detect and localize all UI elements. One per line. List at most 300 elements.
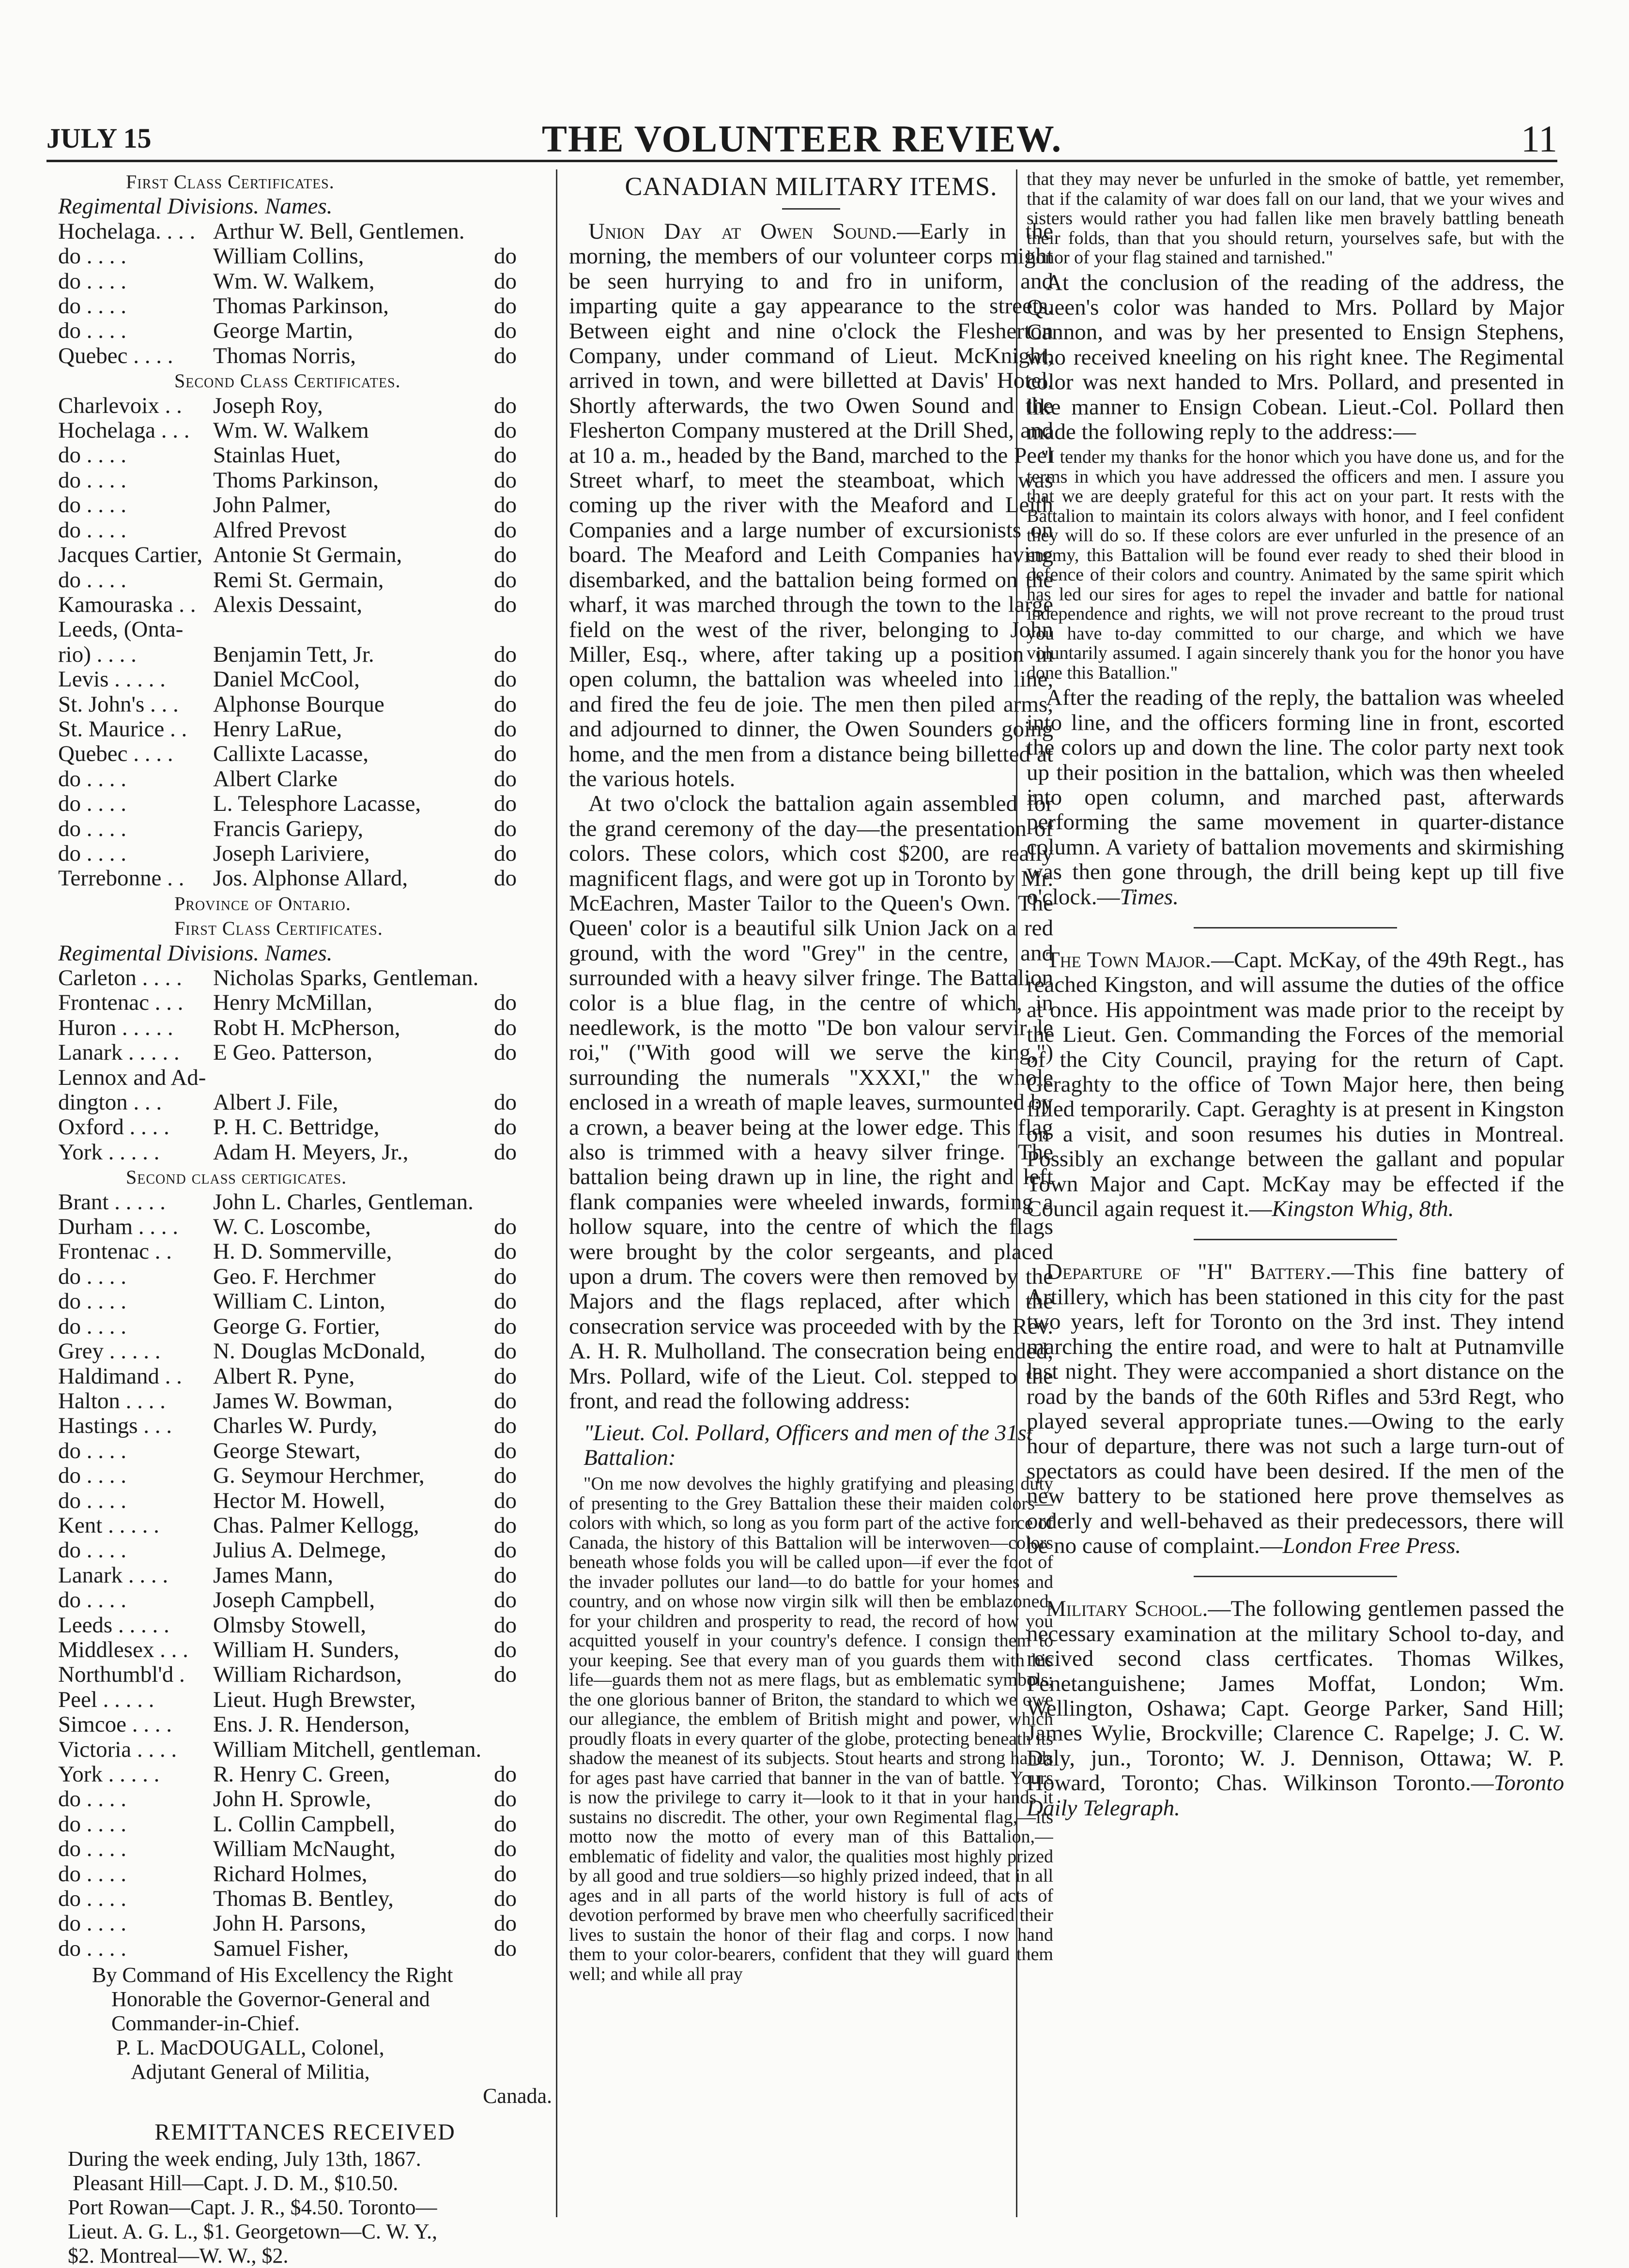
ditto-mark: do [494,268,517,294]
ditto-mark: do [494,816,517,841]
candidate-name: James W. Bowman, [213,1388,393,1414]
ditto-mark: do [494,691,517,717]
certificate-row [58,1662,552,1687]
regiment-division: do . . . . [58,1587,126,1613]
header-date: JULY 15 [46,122,152,154]
regiment-division: Haldimand . . [58,1363,182,1389]
candidate-name [213,1066,494,1090]
certificate-row [58,817,552,841]
certificate-row [58,1513,552,1538]
ditto-mark: do [494,641,517,667]
certificate-row [58,667,552,692]
ditto-mark: do [494,1861,517,1887]
regiment-division: Kamouraska . . [58,592,196,617]
candidate-name: James Mann, [213,1562,334,1588]
certificate-row [58,543,552,567]
command-line: Honorable the Governor-General and [111,1987,430,2011]
candidate-name: Julius A. Delmege, [213,1537,386,1563]
certificate-row [58,1737,552,1762]
column-rule-1 [556,169,557,2217]
departure-lead: Departure of "H" Battery. [1046,1259,1332,1285]
regiment-division: do . . . . [58,1836,126,1862]
certificate-row [58,1588,552,1613]
ditto-mark: do [494,1512,517,1538]
regiment-division: Quebec . . . . [58,741,173,767]
regiment-division: do . . . . [58,442,126,468]
candidate-name: Callixte Lacasse, [213,741,369,767]
union-day-lead: Union Day at Owen Sound. [588,219,897,244]
regiment-division: do . . . . [58,1289,126,1314]
ditto-mark: do [494,866,517,891]
candidate-name: G. Seymour Herchmer, [213,1463,425,1489]
regiment-division: do . . . . [58,1537,126,1563]
certificate-row [58,717,552,742]
ditto-mark: do [494,1363,517,1389]
regiment-division: Durham . . . . [58,1214,179,1240]
candidate-name: Albert R. Pyne, [213,1363,355,1389]
candidate-name: Henry LaRue, [213,716,342,742]
ditto-mark: do [494,418,517,443]
command-signature [58,1963,552,2108]
ditto-mark: do [494,791,517,817]
candidate-name: John L. Charles, Gentleman. [213,1189,474,1215]
certificate-row [58,1911,552,1936]
candidate-name: William Richardson, [213,1662,402,1688]
town-major-lead: The Town Major. [1046,947,1212,973]
ditto-mark: do [494,1289,517,1314]
regiment-division: Middlesex . . . [58,1637,188,1662]
candidate-name: L. Collin Campbell, [213,1811,395,1837]
candidate-name: Hector M. Howell, [213,1488,385,1513]
candidate-name: John H. Parsons, [213,1911,366,1936]
town-major-text: —Capt. McKay, of the 49th Regt., has reached Kingston, and will assume the duties of the office at once. His appointment was made prior to the receipt by the Lieut. Gen. Commanding the Forces of the memorial of the City Council, praying for the return of Capt. Geraghty to the office of Town Major here, then being filled temporarily. Capt. Geraghty is at present in Kingston on a visit, and soon resumes his duties in Montreal. Possibly an exchange between the gallant and popular Town Major and Capt. McKay may be effected if the Council again request it.— [1027,947,1564,1222]
regiment-division: do . . . . [58,816,126,841]
regiment-division: dington . . . [58,1090,162,1115]
quebec-second-class-list [58,394,552,891]
certificate-row [58,344,552,368]
header-rule [46,160,1557,162]
regiment-division: Frontenac . . . [58,990,184,1016]
ditto-mark: do [494,840,517,866]
certificate-row [58,1837,552,1861]
certificate-row [58,418,552,443]
regiment-division: York . . . . . [58,1762,160,1787]
candidate-name: Alfred Prevost [213,517,347,543]
candidate-name: Geo. F. Herchmer [213,1263,376,1289]
source-london-free-press: London Free Press. [1282,1533,1461,1558]
candidate-name: Joseph Campbell, [213,1587,375,1613]
ditto-mark [494,966,552,990]
remittance-line: Pleasant Hill—Capt. J. D. M., $10.50. [73,2171,399,2195]
regiment-division: do . . . . [58,318,126,344]
ditto-mark: do [494,1537,517,1563]
ditto-mark [494,617,552,642]
certificate-row [58,966,552,990]
military-school-text: —The following gentlemen passed the necessary examination at the military School to-day, and recived second class certficates. Thomas Wilkes, Penetanguishene; James Moffat, London; Wm. Wellington, Oshawa; Capt. George Parker, Sand Hill; James Wylie, Brockville; Clarence C. Rapelge; J. C. W. Daly, jun., Toronto; W. J. Dennison, Ottawa; W. P. Howard, Toronto; Chas. Wilkinson Toronto.— [1027,1596,1564,1796]
candidate-name: George G. Fortier, [213,1313,380,1339]
ditto-mark: do [494,244,517,269]
candidate-name: Adam H. Meyers, Jr., [213,1139,409,1165]
regiment-division: Terrebonne . . [58,866,184,891]
certificate-row [58,1887,552,1911]
command-line: P. L. MacDOUGALL, Colonel, [116,2036,384,2060]
command-line: By Command of His Excellency the Right [92,1963,453,1987]
candidate-name: Olmsby Stowell, [213,1612,366,1638]
regiment-division: do . . . . [58,1313,126,1339]
ditto-mark: do [494,1214,517,1240]
certificate-row [58,1862,552,1887]
candidate-name: Alexis Dessaint, [213,592,363,617]
ditto-mark: do [494,1886,517,1912]
military-school-lead: Military School. [1046,1596,1208,1622]
candidate-name: Antonie St Germain, [213,542,402,568]
article-section-title: CANADIAN MILITARY ITEMS. [625,172,998,201]
remittances-list [58,2147,552,2268]
candidate-name: Jos. Alphonse Allard, [213,866,408,891]
title-rule [782,208,840,210]
candidate-name: Joseph Lariviere, [213,840,370,866]
regiment-division: do . . . . [58,766,126,792]
remittance-line: Port Rowan—Capt. J. R., $4.50. Toronto— [68,2195,437,2220]
regiment-division: Hochelaga. . . . [58,218,196,244]
regiment-division: Leeds, (Onta- [58,617,184,642]
column-heading: Regimental Divisions. Names. [58,194,333,219]
regiment-division: do . . . . [58,791,126,817]
ditto-mark: do [494,467,517,493]
candidate-name: Richard Holmes, [213,1861,368,1887]
ditto-mark: do [494,1935,517,1961]
ditto-mark: do [494,1786,517,1812]
regiment-division: Peel . . . . . [58,1687,154,1712]
ditto-mark: do [494,1015,517,1040]
certificate-row [58,1040,552,1065]
certificate-row [58,568,552,593]
candidate-name: L. Telesphore Lacasse, [213,791,421,817]
candidate-name: William McNaught, [213,1836,396,1862]
ditto-mark [494,219,552,244]
certificate-row [58,1289,552,1314]
candidate-name: Thomas Norris, [213,343,356,368]
certificate-row [58,443,552,468]
certificate-row [58,1538,552,1563]
candidate-name: Charles W. Purdy, [213,1413,378,1439]
ditto-mark: do [494,318,517,344]
candidate-name: Remi St. Germain, [213,567,384,593]
regiment-division: Halton . . . . [58,1388,166,1414]
departure-paragraph [1027,1260,1564,1558]
ditto-mark: do [494,567,517,593]
ditto-mark [494,1737,552,1762]
departure-text: —This fine battery of Artillery, which has been stationed in this city for the past two years, left for Toronto on the 3rd inst. They intend marching the entire road, and were to halt at Putnamville last night. They were accompanied a short distance on the road by the bands of the 60th Rifles and 53rd Regt, who played several appropriate tunes.—Owing to the early hour of departure, there was not such a large turn-out of spectators as could have been desired. If the men of the new battery to be stationed here prove themselves as orderly and well-behaved as their predecessors, there will be no cause of complaint.— [1027,1259,1564,1558]
source-kingston-whig: Kingston Whig, 8th. [1272,1196,1454,1222]
regiment-division: do . . . . [58,567,126,593]
candidate-name: W. C. Loscombe, [213,1214,371,1240]
candidate-name: Joseph Roy, [213,393,323,418]
candidate-name: N. Douglas McDonald, [213,1339,426,1364]
candidate-name: Alphonse Bourque [213,691,384,717]
regiment-division: Huron . . . . . [58,1015,173,1040]
regiment-division: do . . . . [58,1786,126,1812]
section-heading: First Class Certificates. [126,171,335,193]
ditto-mark: do [494,1239,517,1264]
certificate-row [58,1414,552,1438]
certificate-row [58,1314,552,1339]
regiment-division: Carleton . . . . [58,965,182,990]
town-major-paragraph [1027,948,1564,1221]
regiment-division: do . . . . [58,244,126,269]
ontario-second-class-list [58,1190,552,1962]
ditto-mark: do [494,1040,517,1066]
section-heading: First Class Certificates. [174,917,383,940]
candidate-name: Thoms Parkinson, [213,467,379,493]
certificate-row [58,1936,552,1961]
regiment-division: Lanark . . . . . [58,1040,180,1066]
candidate-name: Stainlas Huet, [213,442,341,468]
command-line: Canada. [483,2084,552,2108]
certificate-row [58,1066,552,1090]
regiment-division: York . . . . . [58,1139,160,1165]
candidate-name: Thomas B. Bentley, [213,1886,394,1912]
regiment-division: Frontenac . . [58,1239,172,1264]
ditto-mark: do [494,1139,517,1165]
ditto-mark [494,1066,552,1090]
ditto-mark: do [494,1911,517,1936]
after-reply-text: After the reading of the reply, the battalion was wheeled into line, and the officers forming line in front, escorted the colors up and down the line. The color party next took up their position in the battalion, which was then wheeled into open column, and marched past, afterwards performing the same movement in quarter-distance column. A variety of battalion movements and skirmishing was then gone through, the drill being kept up till five o'clock.— [1027,685,1564,910]
certificate-row [58,1190,552,1215]
certificate-row [58,1638,552,1662]
candidate-name: Francis Gariepy, [213,816,364,841]
certificate-row [58,1613,552,1638]
candidate-name: Albert J. File, [213,1090,338,1115]
ditto-mark: do [494,1388,517,1414]
certificate-row [58,244,552,269]
regiment-division: do . . . . [58,1438,126,1463]
certificate-row [58,742,552,766]
page-number: 11 [1521,118,1557,160]
certificate-row [58,866,552,891]
remittance-line: During the week ending, July 13th, 1867. [68,2147,421,2171]
candidate-name: Robt H. McPherson, [213,1015,400,1040]
certificate-row [58,219,552,244]
ditto-mark: do [494,1562,517,1588]
regiment-division: rio) . . . . [58,641,137,667]
column-continued [1027,169,1564,1821]
article-separator [1194,927,1397,929]
certificate-row [58,1264,552,1289]
regiment-division: do . . . . [58,1861,126,1887]
certificate-row [58,1563,552,1588]
ditto-mark: do [494,1811,517,1837]
candidate-name: John Palmer, [213,492,331,518]
ditto-mark: do [494,990,517,1016]
ditto-mark: do [494,1836,517,1862]
certificate-row [58,468,552,493]
ditto-mark: do [494,492,517,518]
candidate-name: Henry McMillan, [213,990,372,1016]
ditto-mark: do [494,542,517,568]
candidate-name: E Geo. Patterson, [213,1040,372,1066]
candidate-name: William Mitchell, gentleman. [213,1736,482,1762]
certificate-row [58,269,552,294]
certificate-row [58,1688,552,1712]
certificate-row [58,1115,552,1140]
candidate-name: R. Henry C. Green, [213,1762,390,1787]
regiment-division: St. Maurice . . [58,716,187,742]
ditto-mark [494,1712,552,1737]
certificate-row [58,319,552,343]
certificate-row [58,1787,552,1811]
candidate-name: Samuel Fisher, [213,1935,349,1961]
certificate-row [58,990,552,1015]
certificate-row [58,1140,552,1165]
regiment-division: do . . . . [58,517,126,543]
regiment-division: do . . . . [58,492,126,518]
candidate-name: George Martin, [213,318,353,344]
section-heading: Second Class Certificates. [174,370,401,392]
column-military-items [569,169,1053,1984]
candidate-name: Ens. J. R. Henderson, [213,1712,410,1737]
section-heading: Second class certigicates. [126,1166,347,1188]
certificate-row [58,394,552,418]
ditto-mark: do [494,1662,517,1688]
address-salutation: "Lieut. Col. Pollard, Officers and men of the 31st Battalion: [584,1420,1033,1470]
certificate-row [58,692,552,717]
certificate-row [58,1215,552,1239]
masthead-title: THE VOLUNTEER REVIEW. [541,118,1062,160]
certificate-row [58,1090,552,1115]
ditto-mark: do [494,1413,517,1439]
regiment-division: Victoria . . . . [58,1736,177,1762]
regiment-division: Levis . . . . . [58,667,166,692]
regiment-division: Lanark . . . . [58,1562,169,1588]
candidate-name: Benjamin Tett, Jr. [213,641,374,667]
ditto-mark: do [494,1612,517,1638]
source-times: Times. [1120,884,1179,910]
command-line: Adjutant General of Militia, [131,2060,370,2084]
regiment-division: Brant . . . . . [58,1189,166,1215]
ditto-mark: do [494,1263,517,1289]
ditto-mark: do [494,766,517,792]
certificate-row [58,767,552,792]
certificate-row [58,1762,552,1787]
quebec-first-class-list [58,219,552,368]
certificate-row [58,1339,552,1364]
regiment-division: Hastings . . . [58,1413,172,1439]
candidate-name: Lieut. Hugh Brewster, [213,1687,416,1712]
ditto-mark: do [494,442,517,468]
ditto-mark: do [494,1637,517,1662]
certificate-row [58,1812,552,1837]
regiment-division: Simcoe . . . . [58,1712,172,1737]
ditto-mark: do [494,716,517,742]
page-header [46,107,1557,166]
article-separator [1194,1576,1397,1577]
regiment-division: do . . . . [58,268,126,294]
candidate-name: George Stewart, [213,1438,361,1463]
candidate-name: Chas. Palmer Kellogg, [213,1512,419,1538]
regiment-division: St. John's . . . [58,691,179,717]
regiment-division: do . . . . [58,1911,126,1936]
remittance-line: $2. Montreal—W. W., $2. [68,2244,289,2268]
candidate-name: Nicholas Sparks, Gentleman. [213,965,479,990]
candidate-name: John H. Sprowle, [213,1786,371,1812]
ditto-mark: do [494,592,517,617]
address-text: "On me now devolves the highly gratifying and pleasing duty of presenting to the Grey Battalion these their maiden colors—colors with which, so long as you form part of the active force of Canada, the history of this Battalion will be interwoven—colors beneath whose folds you will be called upon—if ever the foot of the invader pollutes our land—to do battle for your homes and country, and on whose now virgin silk will then be emblazoned, for your children and prosperity to read, the record of how you acquitted youself in your country's defence. I consign them to your keeping. See that every man of you guards them with his life—guards them not as mere flags, but as emblematic symbols; the one glorious banner of Briton, the standard to which we owe our allegiance, the emblem of British might and power, which proudly floats in every quarter of the globe, protecting beneath its shadow the meanest of its subjects. Stout hearts and strong hands for ages past have carried that banner in the van of battle. Yours is now the privilege to carry it—look to it that in your hands it sustains no discredit. The other, your own Regimental flag,—its motto now the motto of every man of this Battalion,—emblematic of fidelity and valor, the qualities most highly prized by all good and true soldiers—so highly prized indeed, that in all ages and in all parts of the world history is full of acts of devotion performed by brave men who cheerfully sacrificed their lives to sustain the honor of their flag and corps. I now hand them to your color-bearers, confident that they will guard them well; and while all pray [569,1474,1053,1984]
ontario-first-class-list [58,966,552,1165]
regiment-division: Kent . . . . . [58,1512,159,1538]
regiment-division: Leeds . . . . . [58,1612,169,1638]
candidate-name: William Collins, [213,244,364,269]
certificate-row [58,593,552,617]
military-school-paragraph [1027,1597,1564,1821]
regiment-division: Jacques Cartier, [58,542,203,568]
ditto-mark: do [494,1488,517,1513]
command-line: Commander-in-Chief. [111,2011,300,2036]
candidate-name: Albert Clarke [213,766,338,792]
regiment-division: do . . . . [58,293,126,319]
certificate-row [58,1016,552,1040]
regiment-division: Charlevoix . . [58,393,182,418]
column-certificates [58,169,552,2268]
certificate-row [58,518,552,543]
certificate-row [58,617,552,642]
ditto-mark: do [494,741,517,767]
regiment-division: Oxford . . . . [58,1114,169,1140]
regiment-division: do . . . . [58,1463,126,1489]
ditto-mark: do [494,293,517,319]
certificate-row [58,841,552,866]
ditto-mark [494,1688,552,1712]
after-reply-paragraph [1027,685,1564,910]
regiment-division: do . . . . [58,1488,126,1513]
ditto-mark: do [494,667,517,692]
candidate-name: Arthur W. Bell, Gentlemen. [213,218,465,244]
regiment-division: Lennox and Ad- [58,1065,206,1090]
certificate-row [58,642,552,667]
candidate-name: Thomas Parkinson, [213,293,389,319]
ditto-mark: do [494,1339,517,1364]
regiment-division: do . . . . [58,467,126,493]
ditto-mark: do [494,1090,517,1115]
regiment-division: do . . . . [58,840,126,866]
certificate-row [58,1463,552,1488]
ditto-mark: do [494,1762,517,1787]
ditto-mark: do [494,517,517,543]
regiment-division: Hochelaga . . . [58,418,190,443]
certificate-row [58,1239,552,1264]
candidate-name: P. H. C. Bettridge, [213,1114,380,1140]
column-heading: Regimental Divisions. Names. [58,940,333,966]
ditto-mark: do [494,1313,517,1339]
certificate-row [58,294,552,319]
certificate-row [58,792,552,816]
certificate-row [58,1489,552,1513]
remittances-title: REMITTANCES RECEIVED [154,2119,456,2146]
regiment-division: do . . . . [58,1935,126,1961]
union-day-paragraph [569,219,1053,792]
ditto-mark: do [494,1587,517,1613]
certificate-row [58,1389,552,1414]
candidate-name: William C. Linton, [213,1289,385,1314]
regiment-division: do . . . . [58,1886,126,1912]
ditto-mark: do [494,1114,517,1140]
regiment-division: Northumbl'd . [58,1662,185,1688]
ditto-mark [494,1190,552,1215]
regiment-division: Grey . . . . . [58,1339,161,1364]
certificate-row [58,1439,552,1463]
regiment-division: do . . . . [58,1811,126,1837]
candidate-name [213,617,494,642]
